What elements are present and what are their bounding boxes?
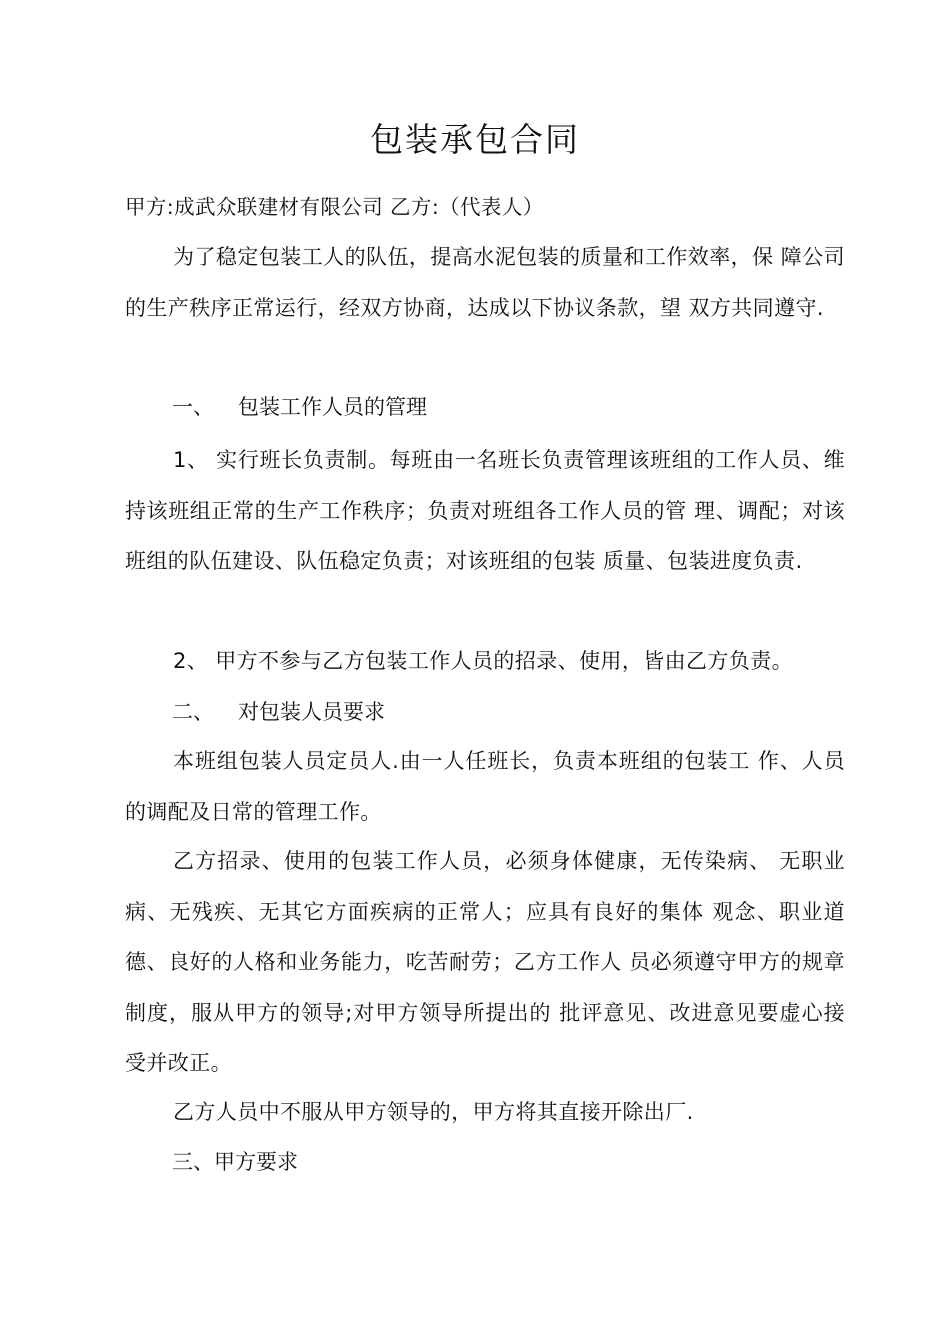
section-2-paragraph-3: 乙方人员中不服从甲方领导的，甲方将其直接开除出厂. <box>173 1100 694 1124</box>
contract-parties: 甲方:成武众联建材有限公司 乙方:（代表人） <box>125 195 544 219</box>
section-2-paragraph-2: 乙方招录、使用的包装工作人员，必须身体健康，无传染病、 无职业病、无残疾、无其它方面疾病的正常人；应具有良好的集体 观念、职业道德、良好的人格和业务能力，吃苦耐劳；乙方工作人 员必须遵守甲方的规章制度，服从甲方的领导;对甲方领导所提出的 批评意见、改进意见要虚心接受并改正。 <box>125 849 845 1075</box>
section-1-item-1: 1、 实行班长负责制。每班由一名班长负责管理该班组的工作人员、维持该班组正常的生产工作秩序；负责对班组各工作人员的管 理、调配；对该班组的队伍建设、队伍稳定负责；对该班组的包装 质量、包装进度负责. <box>125 448 845 573</box>
section-3-heading: 三、甲方要求 <box>172 1150 298 1174</box>
section-1-item-2: 2、 甲方不参与乙方包装工作人员的招录、使用，皆由乙方负责。 <box>173 649 794 673</box>
section-1-heading <box>172 387 427 427</box>
intro-paragraph: 为了稳定包装工人的队伍，提高水泥包装的质量和工作效率，保 障公司的生产秩序正常运行，经双方协商，达成以下协议条款，望 双方共同遵守. <box>125 245 845 320</box>
section-2-heading <box>172 692 385 732</box>
section-2-paragraph-1: 本班组包装人员定员人.由一人任班长，负责本班组的包装工 作、人员的调配及日常的管理工作。 <box>125 749 845 824</box>
section-1-number: 一、 <box>172 395 214 419</box>
section-2-title: 对包装人员要求 <box>238 700 385 724</box>
section-1-title: 包装工作人员的管理 <box>238 395 427 419</box>
section-2-number: 二、 <box>172 700 214 724</box>
document-title: 包装承包合同 <box>370 120 580 159</box>
